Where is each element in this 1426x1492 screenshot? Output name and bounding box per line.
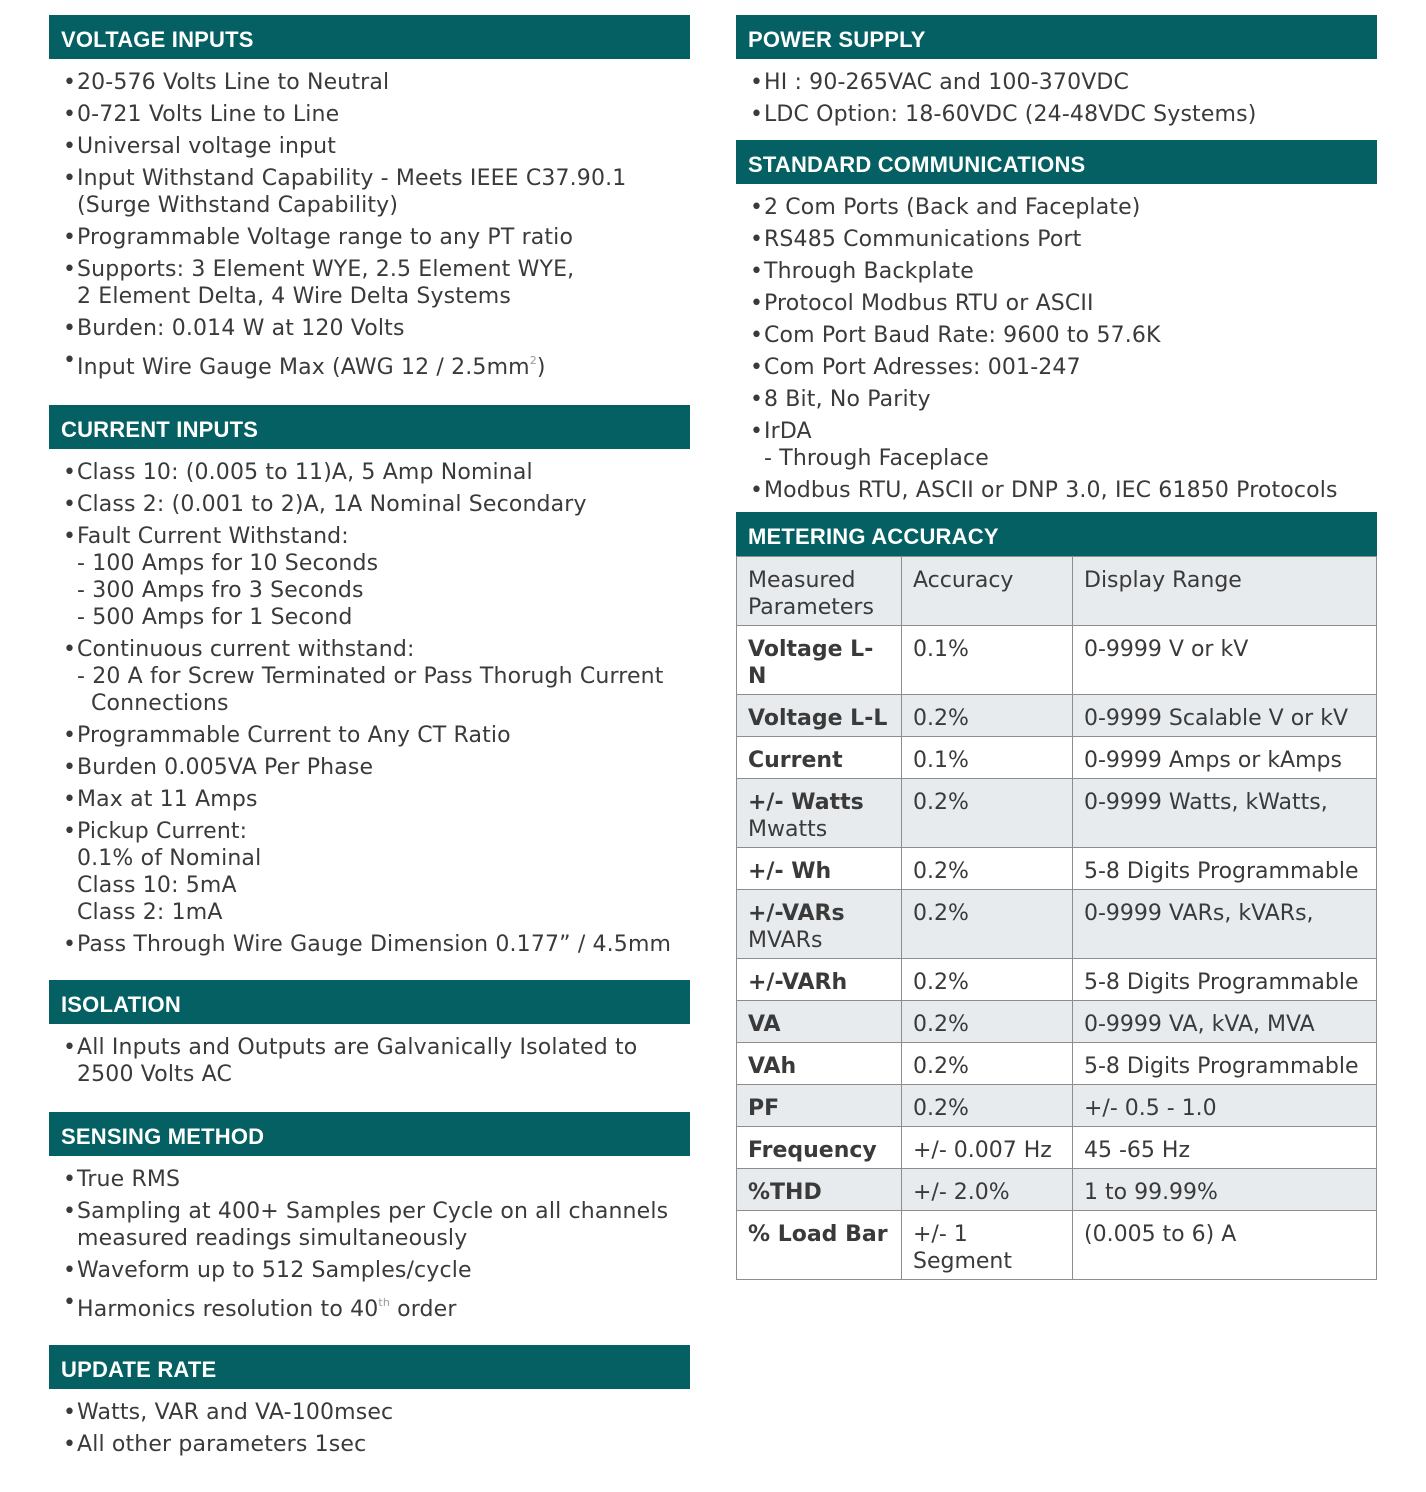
list-item [63,491,690,518]
parameter-name: +/- Watts [748,790,864,815]
section-title: POWER SUPPLY [736,15,1377,59]
table-row [737,1085,1377,1127]
parameter-unit: MVARs [748,928,823,953]
item-text-end: ) [536,355,546,380]
item-text: • Programmable Current to Any CT Ratio [77,723,511,748]
section-update-rate [49,1345,690,1458]
list-item [63,1399,690,1426]
item-text: 2 Element Delta, 4 Wire Delta Systems [77,284,511,309]
section-title: METERING ACCURACY [736,512,1377,556]
left-column [49,15,690,1463]
list-item [63,101,690,128]
accuracy-value: 0.2% [913,790,969,815]
item-text: • IrDA [764,419,812,444]
item-text: • 8 Bit, No Parity [764,387,931,412]
superscript: 2 [529,354,537,367]
section-title: STANDARD COMMUNICATIONS [736,140,1377,184]
item-text: • All Inputs and Outputs are Galvanically Isolated to [77,1035,638,1060]
sub-item: - Through Faceplace [764,446,989,471]
parameter-name: PF [748,1096,780,1121]
list-item [63,931,690,958]
item-text: • 2 Com Ports (Back and Faceplate) [764,195,1141,220]
parameter-name: %THD [748,1180,822,1205]
right-column [736,15,1377,1280]
section-metering-accuracy [736,512,1377,1280]
parameter-name: +/-VARh [748,970,848,995]
list-item [750,418,1377,472]
item-text: • Fault Current Withstand: [77,524,349,549]
section-power-supply [736,15,1377,128]
list-item [63,636,690,717]
item-text: • Pass Through Wire Gauge Dimension 0.177” / 4.5mm [77,932,672,957]
item-text: • Protocol Modbus RTU or ASCII [764,291,1094,316]
accuracy-cell [902,1043,1073,1085]
parameter-cell [737,695,902,737]
list-item [63,1034,690,1088]
sub-item: - 500 Amps for 1 Second [77,605,353,630]
header-text: Parameters [748,595,874,620]
header-cell: Accuracy [902,557,1073,626]
item-text: • 20-576 Volts Line to Neutral [77,70,390,95]
list-item [750,101,1377,128]
parameter-cell [737,1043,902,1085]
item-text: • Sampling at 400+ Samples per Cycle on all channels [77,1199,669,1224]
list-item [750,194,1377,221]
list-item [63,1431,690,1458]
table-row [737,1001,1377,1043]
accuracy-value: 0.2% [913,970,969,995]
sub-item: 0.1% of Nominal [77,846,262,871]
item-text: • HI : 90-265VAC and 100-370VDC [764,70,1130,95]
list-item [63,1257,690,1284]
accuracy-cell [902,626,1073,695]
section-title: VOLTAGE INPUTS [49,15,690,59]
accuracy-cell [902,695,1073,737]
sub-item: Class 2: 1mA [77,900,223,925]
parameter-name: +/-VARs [748,901,845,926]
accuracy-value: 0.2% [913,706,969,731]
parameter-cell [737,1169,902,1211]
list-item [750,322,1377,349]
item-text: • Burden 0.005VA Per Phase [77,755,374,780]
accuracy-value: 0.2% [913,901,969,926]
list-item [750,354,1377,381]
item-text: • Programmable Voltage range to any PT ratio [77,225,574,250]
item-text: Harmonics resolution to 40 [77,1297,379,1322]
parameter-cell [737,779,902,848]
item-text: • Max at 11 Amps [77,787,258,812]
sub-item: Connections [91,691,229,716]
section-title: SENSING METHOD [49,1112,690,1156]
accuracy-value: +/- 1 [913,1222,968,1247]
section-sensing-method [49,1112,690,1323]
item-text: • Supports: 3 Element WYE, 2.5 Element WYE, [77,257,575,282]
parameter-cell [737,1001,902,1043]
list-item [750,386,1377,413]
item-text: • Through Backplate [764,259,974,284]
item-text: • Class 2: (0.001 to 2)A, 1A Nominal Secondary [77,492,587,517]
list-item [750,226,1377,253]
list-item [750,290,1377,317]
table-row [737,1043,1377,1085]
item-text: • Burden: 0.014 W at 120 Volts [77,316,405,341]
range-cell: 5-8 Digits Programmable [1073,959,1377,1001]
parameter-cell [737,1127,902,1169]
list-item [63,133,690,160]
parameter-cell [737,737,902,779]
item-text: • LDC Option: 18-60VDC (24-48VDC Systems) [764,102,1257,127]
list-item [63,315,690,342]
table-header-row [737,557,1377,626]
accuracy-value: 0.2% [913,1012,969,1037]
header-cell [737,557,902,626]
list-item [750,69,1377,96]
accuracy-cell [902,848,1073,890]
accuracy-cell [902,1085,1073,1127]
header-text: Measured [748,568,856,593]
item-text: • Input Withstand Capability - Meets IEEE C37.90.1 [77,166,627,191]
table-row [737,1169,1377,1211]
parameter-name: Frequency [748,1138,877,1163]
parameter-name: Voltage L-N [748,637,874,689]
item-text: • 0-721 Volts Line to Line [77,102,340,127]
accuracy-value: 0.1% [913,748,969,773]
accuracy-cell [902,959,1073,1001]
item-text: • RS485 Communications Port [764,227,1082,252]
list-item [63,69,690,96]
superscript: th [378,1296,390,1309]
list-item [750,258,1377,285]
parameter-name: VAh [748,1054,797,1079]
section-current-inputs [49,405,690,958]
range-cell: (0.005 to 6) A [1073,1211,1377,1280]
list-item [63,818,690,926]
range-cell: 5-8 Digits Programmable [1073,848,1377,890]
parameter-name: Current [748,748,843,773]
list-item [63,1198,690,1252]
list-item [63,256,690,310]
list-item [63,1166,690,1193]
list-item [63,165,690,219]
table-row [737,1127,1377,1169]
sub-item: - 20 A for Screw Terminated or Pass Thorugh Current [77,664,664,689]
item-text: • Class 10: (0.005 to 11)A, 5 Amp Nominal [77,460,533,485]
table-row [737,890,1377,959]
list-item [63,459,690,486]
item-text: • Modbus RTU, ASCII or DNP 3.0, IEC 61850 Protocols [764,478,1338,503]
accuracy-value: 0.1% [913,637,969,662]
accuracy-value: 0.2% [913,1054,969,1079]
item-text: (Surge Withstand Capability) [77,193,399,218]
section-title: UPDATE RATE [49,1345,690,1389]
table-row [737,779,1377,848]
range-cell: 0-9999 Amps or kAmps [1073,737,1377,779]
accuracy-cell [902,1127,1073,1169]
parameter-name: VA [748,1012,781,1037]
range-cell: 0-9999 VARs, kVARs, [1073,890,1377,959]
table-row [737,1211,1377,1280]
range-cell: 0-9999 V or kV [1073,626,1377,695]
accuracy-value: 0.2% [913,859,969,884]
accuracy-cell [902,779,1073,848]
item-text: • Waveform up to 512 Samples/cycle [77,1258,472,1283]
accuracy-cell [902,890,1073,959]
item-text: Input Wire Gauge Max (AWG 12 / 2.5mm [77,355,530,380]
item-text: • True RMS [77,1167,181,1192]
parameter-name: +/- Wh [748,859,832,884]
list-item [63,523,690,631]
item-text: 2500 Volts AC [77,1062,232,1087]
parameter-cell [737,626,902,695]
accuracy-value: 0.2% [913,1096,969,1121]
range-cell: 0-9999 Watts, kWatts, [1073,779,1377,848]
item-text: • Com Port Adresses: 001-247 [764,355,1081,380]
accuracy-table [736,556,1377,1280]
item-text: measured readings simultaneously [77,1226,468,1251]
accuracy-value: +/- 2.0% [913,1180,1010,1205]
header-cell: Display Range [1073,557,1377,626]
item-text: • Watts, VAR and VA-100msec [77,1400,394,1425]
parameter-name: Voltage L-L [748,706,888,731]
parameter-unit: Mwatts [748,817,828,842]
list-item [63,224,690,251]
range-cell: 0-9999 VA, kVA, MVA [1073,1001,1377,1043]
parameter-cell [737,848,902,890]
list-item [63,754,690,781]
range-cell: +/- 0.5 - 1.0 [1073,1085,1377,1127]
accuracy-cell [902,737,1073,779]
item-text: • Universal voltage input [77,134,337,159]
list-item [63,786,690,813]
table-row [737,848,1377,890]
range-cell: 0-9999 Scalable V or kV [1073,695,1377,737]
table-row [737,695,1377,737]
accuracy-value: Segment [913,1249,1012,1274]
accuracy-value: +/- 0.007 Hz [913,1138,1052,1163]
accuracy-cell [902,1211,1073,1280]
range-cell: 1 to 99.99% [1073,1169,1377,1211]
sub-item: - 100 Amps for 10 Seconds [77,551,379,576]
list-item [63,722,690,749]
accuracy-cell [902,1169,1073,1211]
section-standard-communications [736,140,1377,504]
table-row [737,626,1377,695]
item-text: • Continuous current withstand: [77,637,415,662]
accuracy-cell [902,1001,1073,1043]
parameter-cell [737,1211,902,1280]
range-cell: 45 -65 Hz [1073,1127,1377,1169]
table-row [737,737,1377,779]
parameter-cell [737,959,902,1001]
sub-item: - 300 Amps fro 3 Seconds [77,578,364,603]
item-text: • Com Port Baud Rate: 9600 to 57.6K [764,323,1161,348]
sub-item: Class 10: 5mA [77,873,237,898]
list-item [63,347,690,381]
section-isolation [49,980,690,1088]
list-item [63,1289,690,1323]
item-text: • Pickup Current: [77,819,248,844]
table-row [737,959,1377,1001]
list-item [750,477,1377,504]
section-title: ISOLATION [49,980,690,1024]
parameter-cell [737,1085,902,1127]
section-title: CURRENT INPUTS [49,405,690,449]
parameter-name: % Load Bar [748,1222,888,1247]
item-text-end: order [389,1297,457,1322]
section-voltage-inputs [49,15,690,381]
item-text: • All other parameters 1sec [77,1432,367,1457]
parameter-cell [737,890,902,959]
range-cell: 5-8 Digits Programmable [1073,1043,1377,1085]
